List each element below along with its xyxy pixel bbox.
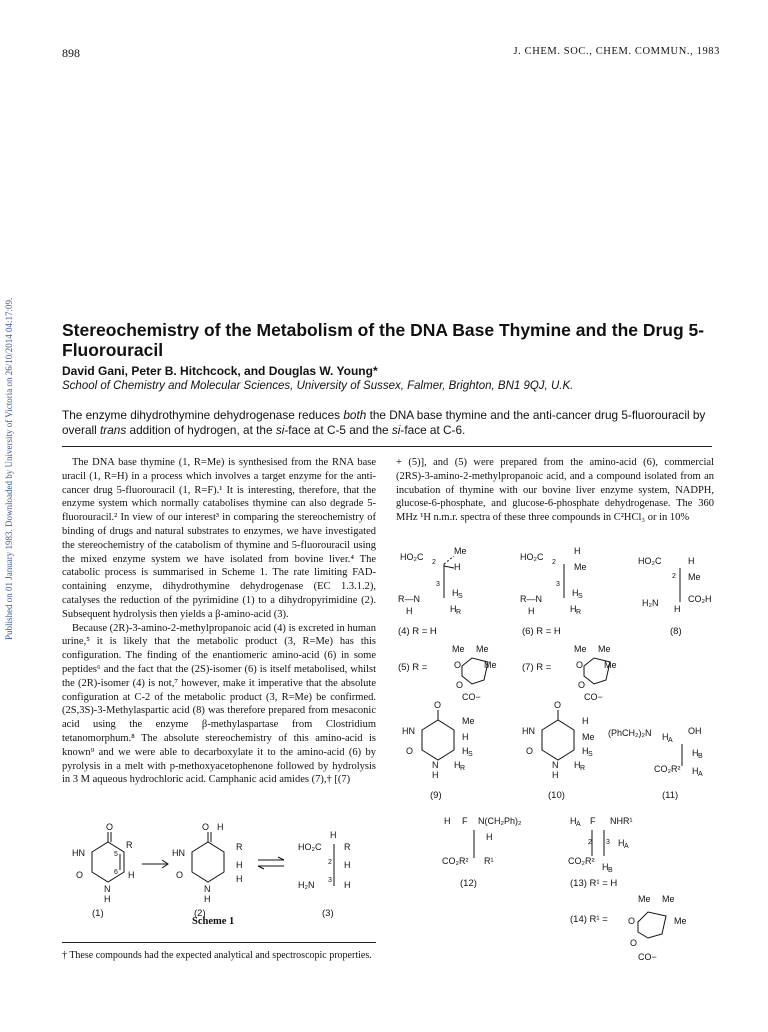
label-13: (13) R¹ = H <box>570 878 618 889</box>
svg-text:Me: Me <box>574 562 587 572</box>
svg-text:H: H <box>454 760 461 770</box>
svg-text:CO₂R²: CO₂R² <box>568 856 595 866</box>
abstract-part: -face at C-5 and the <box>284 423 392 437</box>
abstract-part: -face at C-6. <box>400 423 466 437</box>
abstract-part: the DNA base thymine and the anti-cancer drug 5-fluorouracil by overall <box>62 408 706 437</box>
svg-text:H: H <box>452 588 459 598</box>
svg-text:R¹: R¹ <box>484 856 494 866</box>
svg-text:R: R <box>236 842 243 852</box>
svg-text:O: O <box>202 822 210 832</box>
svg-text:H: H <box>204 894 211 904</box>
label-5: (5) R = <box>398 662 428 673</box>
svg-text:N(CH₂Ph)₂: N(CH₂Ph)₂ <box>478 816 522 826</box>
article-title: Stereochemistry of the Metabolism of the DNA Base Thymine and the Drug 5-Fluorouracil <box>62 320 705 360</box>
svg-text:Me: Me <box>604 660 617 670</box>
svg-text:HO₂C: HO₂C <box>400 552 424 562</box>
svg-text:H₂N: H₂N <box>642 598 659 608</box>
svg-text:H: H <box>582 746 589 756</box>
svg-text:H: H <box>406 606 413 616</box>
svg-text:H: H <box>454 562 461 572</box>
svg-text:H: H <box>552 770 559 780</box>
structure-10 <box>522 700 595 801</box>
svg-text:H: H <box>217 822 224 832</box>
svg-text:H: H <box>432 770 439 780</box>
svg-text:R: R <box>126 840 133 850</box>
svg-text:H₂N: H₂N <box>298 880 315 890</box>
svg-text:O: O <box>76 870 84 880</box>
svg-text:H: H <box>344 860 351 870</box>
svg-text:A: A <box>668 737 673 744</box>
svg-text:O: O <box>578 680 586 690</box>
svg-text:A: A <box>624 843 629 850</box>
svg-text:H: H <box>486 832 493 842</box>
svg-text:B: B <box>698 753 703 760</box>
svg-text:F: F <box>590 816 596 826</box>
svg-text:H: H <box>618 838 625 848</box>
article-affiliation: School of Chemistry and Molecular Sciences, University of Sussex, Falmer, Brighton, BN1 9QJ, U.K. <box>62 380 574 392</box>
svg-text:H: H <box>450 604 457 614</box>
svg-text:H: H <box>692 766 699 776</box>
label-6: (6) R = H <box>522 626 561 637</box>
svg-text:CO₂R²: CO₂R² <box>442 856 469 866</box>
svg-text:N: N <box>104 884 111 894</box>
svg-text:OH: OH <box>688 726 702 736</box>
abstract-emphasis: si <box>391 423 401 437</box>
svg-text:O: O <box>454 660 462 670</box>
svg-text:R: R <box>576 609 582 616</box>
svg-text:H: H <box>572 588 579 598</box>
svg-text:S: S <box>468 751 473 758</box>
svg-text:H: H <box>570 816 577 826</box>
footnote-divider <box>62 942 376 943</box>
svg-text:O: O <box>554 700 562 710</box>
svg-text:O: O <box>176 870 184 880</box>
footnote: † These compounds had the expected analytical and spectroscopic properties. <box>62 950 372 961</box>
svg-text:CO₂H: CO₂H <box>688 594 712 604</box>
label-7: (7) R = <box>522 662 552 673</box>
right-para-1: + (5)], and (5) were prepared from the amino-acid (6), commercial (2RS)-3-amino-2-methylpropanoic acid, and a compound isolated from an incubation of thymine with our bovine liver enzyme system, NADPH, glucose-6-phosphate, and glucose-6-phosphate dehydrogenase. The 360 MHz ¹H n.m.r. spectra of these three compounds in C²HCl₃ or in 10% <box>396 457 714 524</box>
svg-text:H: H <box>330 830 337 840</box>
svg-text:N: N <box>552 760 559 770</box>
structure-2 <box>172 822 243 919</box>
structure-6 <box>520 546 617 702</box>
scheme-label-3: (3) <box>322 908 334 919</box>
svg-text:R—N: R—N <box>398 594 420 604</box>
svg-text:B: B <box>608 867 613 874</box>
structure-13 <box>568 816 687 962</box>
svg-text:Me: Me <box>582 732 595 742</box>
svg-text:H: H <box>662 732 669 742</box>
svg-text:O: O <box>576 660 584 670</box>
label-9: (9) <box>430 790 442 801</box>
svg-text:H: H <box>128 870 135 880</box>
scheme-1-drawing <box>62 822 376 919</box>
structure-9 <box>402 700 475 801</box>
structure-3 <box>298 830 351 919</box>
label-10: (10) <box>548 790 565 801</box>
svg-text:H: H <box>582 716 589 726</box>
svg-text:H: H <box>462 746 469 756</box>
label-4: (4) R = H <box>398 626 437 637</box>
abstract-emphasis: si <box>275 423 285 437</box>
svg-text:Me: Me <box>484 660 497 670</box>
svg-text:CO−: CO− <box>462 692 481 702</box>
svg-text:R: R <box>580 765 586 772</box>
svg-text:Me: Me <box>452 644 465 654</box>
scheme-title: Scheme 1 <box>192 916 235 927</box>
svg-text:2: 2 <box>588 839 592 846</box>
svg-text:2: 2 <box>672 573 676 580</box>
svg-text:HO₂C: HO₂C <box>520 552 544 562</box>
svg-text:H: H <box>692 748 699 758</box>
label-14: (14) R¹ = <box>570 914 608 925</box>
svg-text:A: A <box>576 821 581 828</box>
abstract-part: addition of hydrogen, at the <box>126 423 276 437</box>
svg-text:HN: HN <box>172 848 185 858</box>
svg-text:H: H <box>104 894 111 904</box>
svg-text:HN: HN <box>72 848 85 858</box>
svg-text:HN: HN <box>522 726 535 736</box>
label-12: (12) <box>460 878 477 889</box>
svg-text:2: 2 <box>552 559 556 566</box>
abstract-emphasis: trans <box>100 423 127 437</box>
svg-text:R—N: R—N <box>520 594 542 604</box>
svg-text:CO−: CO− <box>584 692 603 702</box>
journal-header: J. CHEM. SOC., CHEM. COMMUN., 1983 <box>513 46 720 57</box>
svg-text:Me: Me <box>688 572 701 582</box>
svg-text:3: 3 <box>556 581 560 588</box>
svg-text:N: N <box>432 760 439 770</box>
svg-text:R: R <box>344 842 351 852</box>
label-11: (11) <box>662 790 679 801</box>
sidenote-text: Published on 01 January 1983. Downloaded by University of Victoria on 26/10/2014 04:17:09. <box>4 297 14 640</box>
svg-text:6: 6 <box>114 869 118 876</box>
structure-4 <box>398 546 497 702</box>
scheme-label-2: (2) <box>194 908 206 919</box>
svg-text:S: S <box>588 751 593 758</box>
svg-text:HO₂C: HO₂C <box>298 842 322 852</box>
svg-text:CO−: CO− <box>638 952 657 962</box>
svg-text:O: O <box>106 822 114 832</box>
svg-text:O: O <box>630 938 638 948</box>
svg-text:F: F <box>462 816 468 826</box>
svg-text:H: H <box>462 732 469 742</box>
svg-text:Me: Me <box>662 894 675 904</box>
svg-text:Me: Me <box>598 644 611 654</box>
svg-text:5: 5 <box>114 851 118 858</box>
svg-text:Me: Me <box>674 916 687 926</box>
svg-text:O: O <box>434 700 442 710</box>
svg-text:HN: HN <box>402 726 415 736</box>
right-column <box>396 456 714 525</box>
abstract-part: The enzyme dihydrothymine dehydrogenase reduces <box>62 408 344 422</box>
structure-1 <box>72 822 135 919</box>
download-sidenote[interactable] <box>2 180 16 640</box>
svg-text:HO₂C: HO₂C <box>638 556 662 566</box>
svg-text:H: H <box>574 546 581 556</box>
svg-text:O: O <box>526 746 534 756</box>
svg-text:Me: Me <box>462 716 475 726</box>
label-8: (8) <box>670 626 682 637</box>
svg-text:H: H <box>688 556 695 566</box>
svg-text:A: A <box>698 771 703 778</box>
abstract-divider <box>62 446 712 447</box>
svg-text:3: 3 <box>328 877 332 884</box>
svg-text:H: H <box>344 880 351 890</box>
article-abstract <box>62 408 712 438</box>
left-para-2: Because (2R)-3-amino-2-methylpropanoic acid (4) is excreted in human urine,⁵ it is likely that the metabolic product (3, R=Me) has this configuration. The finding of the enantiomeric amino-acid (6) in some peptides⁶ and the fact that the (2S)-isomer (6) is itself metabolised, whilst the (2R)-isomer (4) is not,⁷ however, make it imperative that the absolute configuration at C-2 of the metabolic product (3, R=Me) be confirmed. (2S,3S)-3-Methylaspartic acid (8) was therefore prepared from mesaconic acid using the enzyme β-methylaspartase from Clostridium tetanomorphum.⁸ The absolute stereochemistry of this amino-acid is known⁹ and we were able to decarboxylate it to the amino-acid (6) by pyrolysis in a melt with p-methoxyacetophenone followed by hydrolysis in 3 M aqueous hydrochloric acid. Camphanic acid amides (7),† [(7) <box>62 622 376 786</box>
abstract-emphasis: both <box>343 408 367 422</box>
structures-figure <box>392 540 722 1000</box>
svg-text:N: N <box>204 884 211 894</box>
svg-text:(PhCH₂)₂N: (PhCH₂)₂N <box>608 728 652 738</box>
svg-text:H: H <box>674 604 681 614</box>
svg-text:CO₂R²: CO₂R² <box>654 764 681 774</box>
svg-text:O: O <box>406 746 414 756</box>
svg-text:3: 3 <box>606 839 610 846</box>
svg-text:S: S <box>458 593 463 600</box>
structure-12 <box>442 816 522 889</box>
svg-text:Me: Me <box>454 546 467 556</box>
svg-text:H: H <box>236 860 243 870</box>
structure-8 <box>638 556 712 637</box>
svg-text:NHR¹: NHR¹ <box>610 816 633 826</box>
scheme-label-1: (1) <box>92 908 104 919</box>
svg-text:Me: Me <box>476 644 489 654</box>
svg-text:Me: Me <box>574 644 587 654</box>
svg-text:R: R <box>456 609 462 616</box>
svg-text:H: H <box>236 874 243 884</box>
svg-text:O: O <box>628 916 636 926</box>
article-authors: David Gani, Peter B. Hitchcock, and Douglas W. Young* <box>62 364 378 378</box>
svg-text:3: 3 <box>436 581 440 588</box>
svg-text:H: H <box>570 604 577 614</box>
svg-text:H: H <box>528 606 535 616</box>
page-number: 898 <box>62 46 80 60</box>
svg-text:H: H <box>602 862 609 872</box>
svg-text:R: R <box>460 765 466 772</box>
left-para-1: The DNA base thymine (1, R=Me) is synthesised from the RNA base uracil (1, R=H) in a process which involves a target enzyme for the anti-cancer drug 5-fluorouracil (1, R=F).¹ It is interesting, therefore, that the enzyme system which normally catabolises thymine can also degrade 5-fluorouracil.² In view of our interest³ in comparing the stereochemistry of binding of drugs and natural substrates to enzymes, we have investigated the stereochemistry of the catabolism of thymine and 5-fluorouracil using the mixed enzyme system we have isolated from bovine liver.⁴ The catabolic process is summarised in Scheme 1. The rate limiting FAD-containing enzyme, dihydrothymine dehydrogenase (EC 1.3.1.2), catalyses the reduction of the pyrimidine (1) to a dihydropyrimidine (2). Subsequent hydrolysis then yields a β-amino-acid (3). <box>62 457 376 620</box>
svg-text:2: 2 <box>432 559 436 566</box>
svg-text:S: S <box>578 593 583 600</box>
left-column <box>62 456 376 787</box>
svg-text:O: O <box>456 680 464 690</box>
svg-text:2: 2 <box>328 859 332 866</box>
svg-text:H: H <box>574 760 581 770</box>
svg-text:H: H <box>444 816 451 826</box>
structure-11 <box>608 726 703 801</box>
svg-text:Me: Me <box>638 894 651 904</box>
